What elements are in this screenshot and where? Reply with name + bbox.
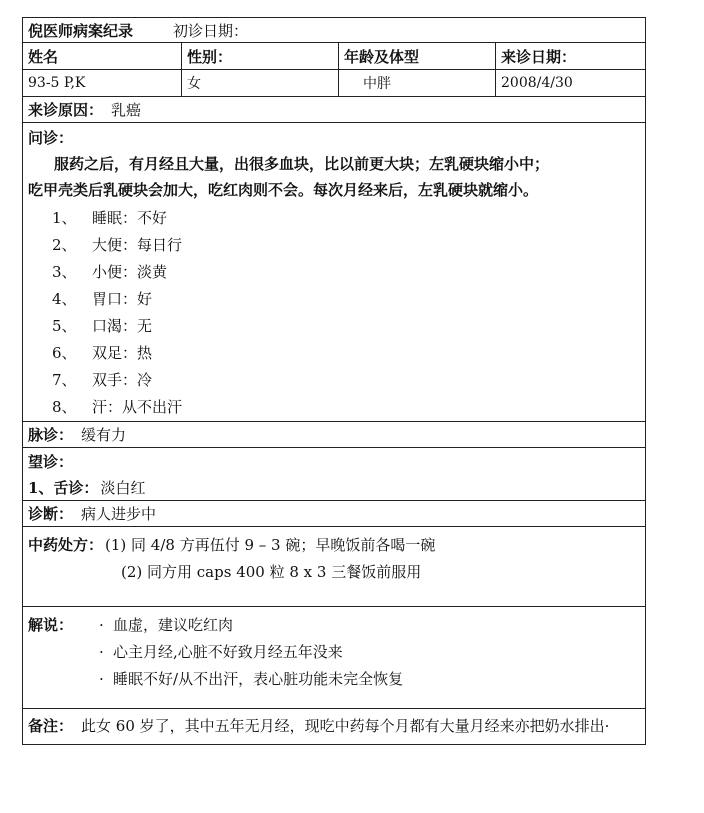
reason-row (23, 96, 645, 122)
remarks-label: 备注： (28, 717, 74, 735)
observation-section (23, 447, 645, 500)
prescription-line-2: (2) 同方用 caps 400 粒 8 x 3 三餐饭前服用 (121, 563, 422, 581)
name-header: 姓名 (28, 47, 59, 66)
patient-header-row (23, 42, 645, 69)
visit-date-header: 来诊日期： (495, 43, 645, 69)
inquiry-section (23, 122, 645, 421)
patient-value-row (23, 69, 645, 96)
inquiry-list (23, 205, 645, 421)
list-item: 3、 小便：淡黄 (52, 263, 168, 281)
age-build-header: 年龄及体型 (338, 43, 495, 69)
patient-visit-date: 2008/4/30 (495, 70, 645, 96)
list-item: 5、 口渴：无 (52, 317, 153, 335)
tongue-value: 淡白红 (100, 478, 146, 497)
tongue-label: 1、舌诊： (28, 478, 99, 497)
reason-value: 乳癌 (111, 101, 142, 119)
list-item: · 心主月经,心脏不好致月经五年没来 (99, 643, 343, 661)
diagnosis-row (23, 500, 645, 526)
list-item: 4、 胃口：好 (52, 290, 153, 308)
diagnosis-value: 病人进步中 (81, 505, 157, 523)
list-item: · 血虚，建议吃红肉 (99, 616, 234, 634)
prescription-label: 中药处方： (28, 536, 104, 554)
prescription-section (23, 526, 645, 606)
inquiry-line-1: 服药之后，有月经且大量，出很多血块，比以前更大块；左乳硬块缩小中； (54, 155, 550, 173)
list-item: 6、 双足：热 (52, 344, 153, 362)
list-item: 1、 睡眠：不好 (52, 209, 168, 227)
explanation-list (81, 612, 403, 708)
remarks-text: 此女 60 岁了，其中五年无月经，现吃中药每个月都有大量月经来亦把奶水排出· (81, 717, 610, 735)
patient-sex: 女 (181, 70, 338, 96)
pulse-row (23, 421, 645, 447)
list-item: · 睡眠不好/从不出汗，表心脏功能未完全恢复 (99, 670, 404, 688)
record-title-row (23, 18, 645, 42)
first-visit-date-label: 初诊日期： (173, 21, 249, 40)
patient-age-build: 中胖 (338, 70, 495, 96)
diagnosis-label: 诊断： (28, 505, 74, 523)
inquiry-paragraph (23, 123, 645, 205)
prescription-line-1: (1) 同 4/8 方再伍付 9 – 3 碗；早晚饭前各喝一碗 (105, 536, 436, 554)
pulse-label: 脉诊： (28, 426, 74, 444)
list-item: 8、 汗：从不出汗 (52, 398, 183, 416)
inquiry-line-2: 吃甲壳类后乳硬块会加大，吃红肉则不会。每次月经来后，左乳硬块就缩小。 (28, 181, 539, 199)
inquiry-label: 问诊： (28, 129, 74, 147)
pulse-value: 缓有力 (81, 426, 127, 444)
observation-label: 望诊： (28, 452, 74, 471)
sex-header: 性别： (181, 43, 338, 69)
patient-name: 93-5 P,K (28, 75, 86, 91)
medical-record-table (22, 17, 646, 745)
explanation-label: 解说： (28, 616, 74, 634)
remarks-section (23, 708, 645, 744)
list-item: 7、 双手：冷 (52, 371, 153, 389)
reason-label: 来诊原因： (28, 101, 104, 119)
list-item: 2、 大便：每日行 (52, 236, 183, 254)
explanation-section (23, 606, 645, 708)
record-title: 倪医师病案纪录 (28, 21, 134, 40)
